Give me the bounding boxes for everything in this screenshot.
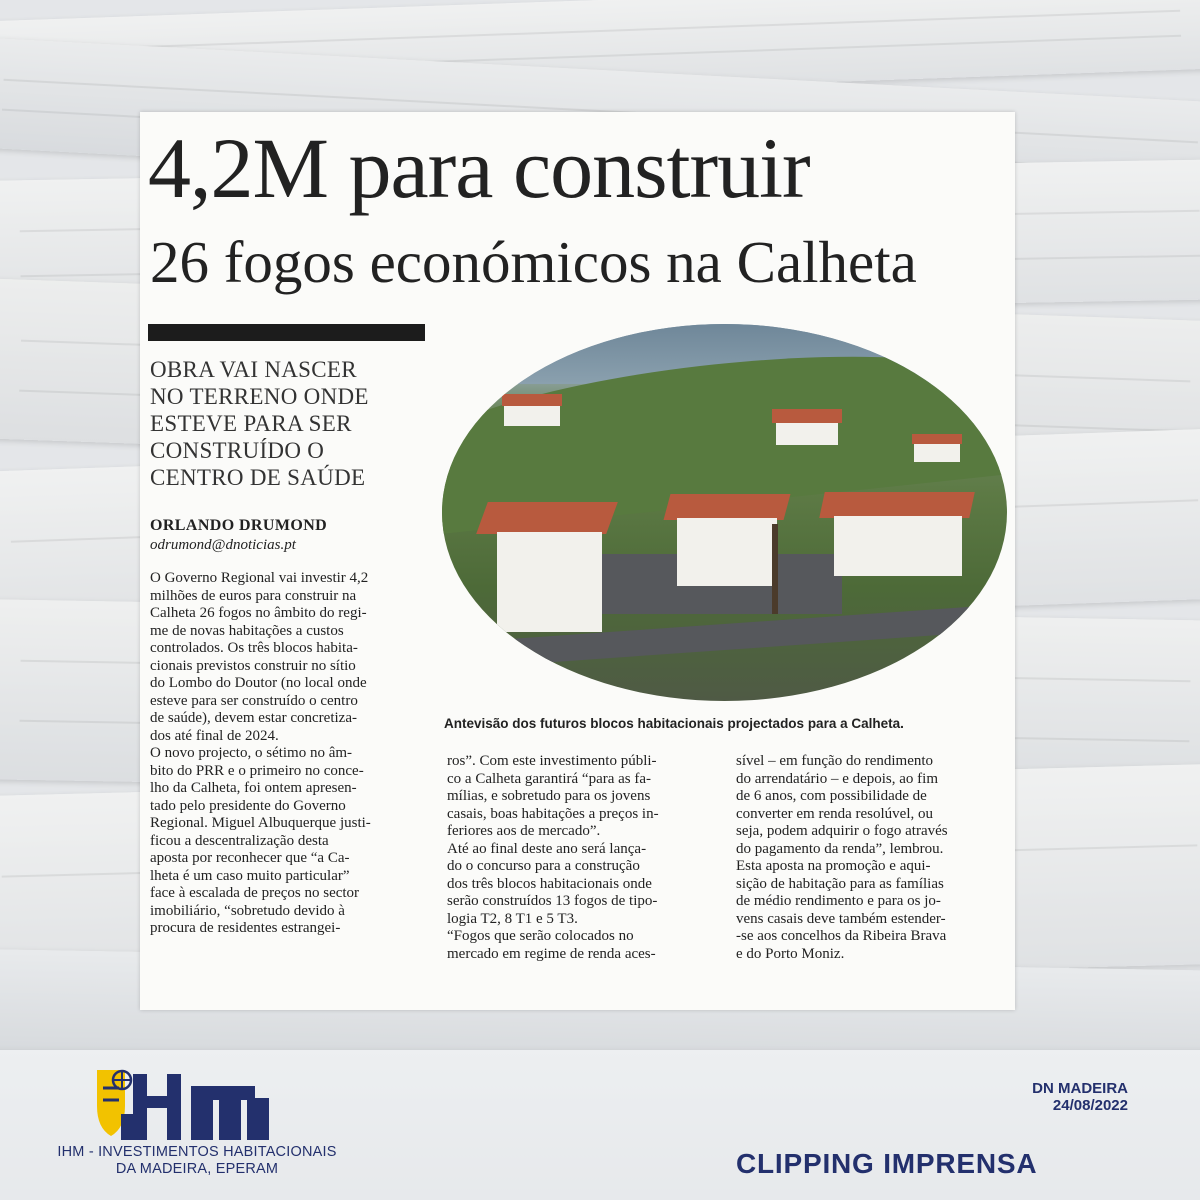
article-column-3 (736, 753, 1008, 963)
text-line: serão construídos 13 fogos de tipo- (447, 893, 658, 909)
source-info (1032, 1080, 1128, 1114)
source-date: 24/08/2022 (1052, 1097, 1128, 1114)
kicker-line: NO TERRENO ONDE (150, 384, 369, 409)
text-line: esteve para ser construído o centro (150, 692, 358, 709)
author-email: odrumond@dnoticias.pt (150, 537, 296, 553)
text-line: ros”. Com este investimento públi- (447, 753, 657, 769)
text-line: Regional. Miguel Albuquerque justi- (150, 815, 371, 831)
kicker (150, 356, 420, 491)
headline-main: 4,2M para construir (148, 120, 810, 216)
text-line: logia T2, 8 T1 e 5 T3. (447, 910, 578, 927)
text-line: procura de residentes estrangei- (150, 920, 341, 936)
text-line: tado pelo presidente do Governo (150, 797, 346, 814)
text-line: lheta é um caso muito particular” (150, 867, 350, 884)
article-column-1 (150, 570, 422, 938)
text-line: O novo projecto, o sétimo no âm- (150, 745, 353, 761)
text-line: converter em renda resolúvel, ou (736, 805, 933, 822)
clipping-label: CLIPPING IMPRENSA (736, 1148, 1038, 1179)
text-line: controlados. Os três blocos habita- (150, 640, 358, 656)
text-line: imobiliário, “sobretudo devido à (150, 902, 345, 919)
text-line: bito do PRR e o primeiro no conce- (150, 762, 364, 779)
text-line: -se aos concelhos da Ribeira Brava (736, 928, 947, 944)
kicker-line: CENTRO DE SAÚDE (150, 465, 366, 490)
article-column-2 (447, 753, 719, 963)
ihm-logo (95, 1066, 280, 1146)
section-bar (148, 324, 425, 341)
text-line: mílias, e sobretudo para os jovens (447, 788, 651, 804)
text-line: cionais previstos construir no sítio (150, 657, 356, 674)
text-line: dos até final de 2024. (150, 727, 279, 744)
text-line: de saúde), devem estar concretiza- (150, 710, 357, 726)
kicker-line: ESTEVE PARA SER (150, 411, 352, 436)
text-line: seja, podem adquirir o fogo através (736, 823, 948, 839)
text-line: vens casais deve também estender- (736, 910, 946, 927)
newspaper-clipping (140, 112, 1015, 1010)
kicker-line: CONSTRUÍDO O (150, 438, 325, 463)
text-line: feriores aos de mercado”. (447, 823, 601, 839)
text-line: do arrendatário – e depois, ao fim (736, 770, 939, 787)
text-line: de médio rendimento e para os jo- (736, 893, 941, 909)
source-name: DN MADEIRA (1032, 1080, 1128, 1097)
text-line: Calheta 26 fogos no âmbito do regi- (150, 605, 367, 621)
text-line: “Fogos que serão colocados no (447, 928, 634, 944)
text-line: casais, boas habitações a preços in- (447, 805, 659, 822)
text-line: e do Porto Moniz. (736, 945, 845, 962)
organization-name-line: DA MADEIRA, EPERAM (115, 1161, 279, 1177)
text-line: do pagamento da renda”, lembrou. (736, 840, 944, 857)
text-line: me de novas habitações a custos (150, 622, 344, 639)
photo-caption: Antevisão dos futuros blocos habitacionais projectados para a Calheta. (444, 716, 904, 731)
text-line: sição de habitação para as famílias (736, 875, 944, 892)
author-name: ORLANDO DRUMOND (150, 517, 328, 534)
organization-name-line: IHM - INVESTIMENTOS HABITACIONAIS (57, 1144, 337, 1160)
text-line: ficou a descentralização desta (150, 832, 329, 849)
text-line: milhões de euros para construir na (150, 587, 357, 604)
text-line: aposta por reconhecer que “a Ca- (150, 850, 350, 866)
text-line: Esta aposta na promoção e aqui- (736, 858, 931, 874)
organization-name (42, 1144, 352, 1178)
kicker-line: OBRA VAI NASCER (150, 357, 357, 382)
text-line: O Governo Regional vai investir 4,2 (150, 570, 369, 586)
text-line: lho da Calheta, foi ontem apresen- (150, 780, 357, 796)
text-line: co a Calheta garantirá “para as fa- (447, 770, 652, 787)
text-line: dos três blocos habitacionais onde (447, 875, 652, 892)
text-line: do o concurso para a construção (447, 858, 640, 874)
text-line: Até ao final deste ano será lança- (447, 840, 647, 857)
text-line: mercado em regime de renda aces- (447, 945, 656, 962)
text-line: sível – em função do rendimento (736, 753, 934, 769)
text-line: face à escalada de preços no sector (150, 885, 360, 901)
text-line: de 6 anos, com possibilidade de (736, 788, 927, 804)
housing-rendering-photo (442, 324, 1007, 701)
headline-secondary: 26 fogos económicos na Calheta (150, 229, 917, 295)
text-line: do Lombo do Doutor (no local onde (150, 675, 367, 691)
